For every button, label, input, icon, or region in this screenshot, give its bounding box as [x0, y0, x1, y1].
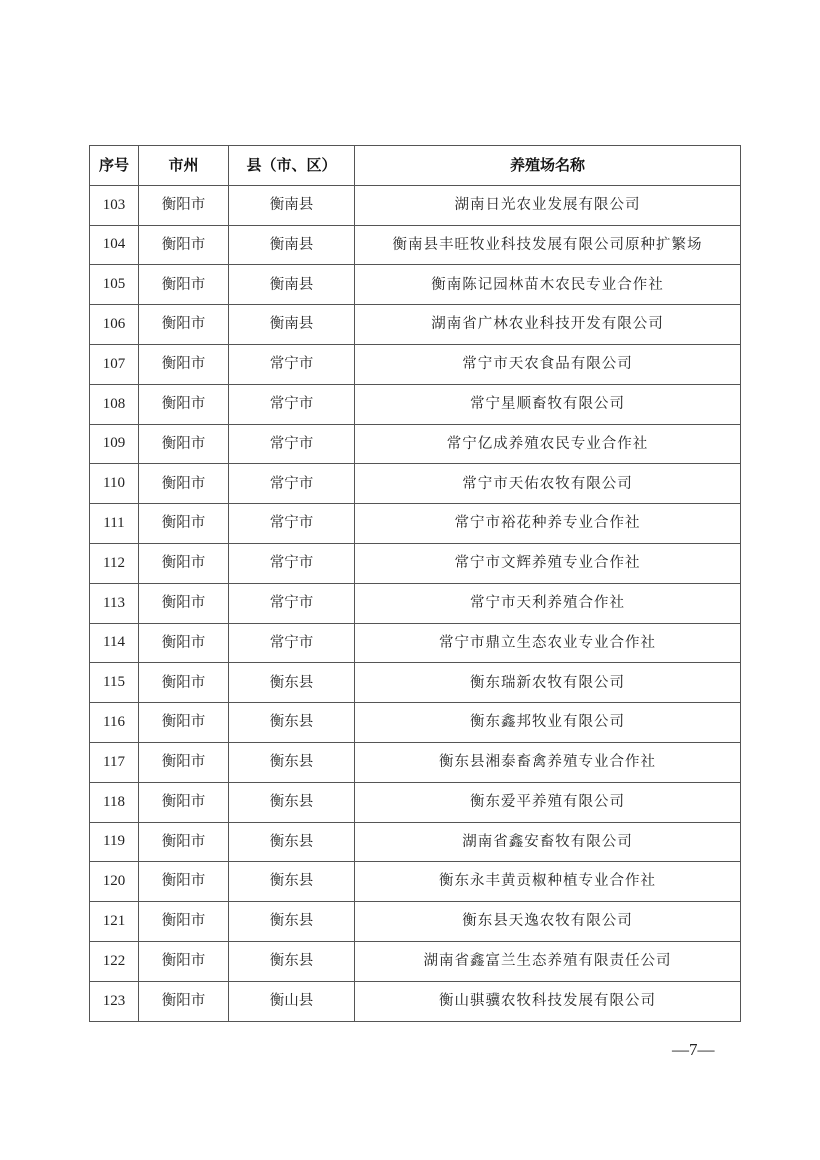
cell-farm-name: 衡东永丰黄贡椒种植专业合作社: [355, 862, 741, 902]
cell-city: 衡阳市: [139, 742, 229, 782]
cell-seq: 123: [90, 981, 139, 1021]
cell-farm-name: 常宁亿成养殖农民专业合作社: [355, 424, 741, 464]
cell-county: 常宁市: [229, 504, 355, 544]
cell-city: 衡阳市: [139, 504, 229, 544]
cell-seq: 109: [90, 424, 139, 464]
cell-seq: 110: [90, 464, 139, 504]
cell-county: 衡东县: [229, 782, 355, 822]
cell-seq: 113: [90, 583, 139, 623]
cell-seq: 103: [90, 185, 139, 225]
table-row: [90, 384, 741, 424]
table-row: [90, 941, 741, 981]
cell-seq: 107: [90, 344, 139, 384]
cell-county: 常宁市: [229, 543, 355, 583]
cell-county: 衡山县: [229, 981, 355, 1021]
cell-seq: 116: [90, 703, 139, 743]
table-row: [90, 902, 741, 942]
cell-county: 衡南县: [229, 265, 355, 305]
cell-farm-name: 衡东鑫邦牧业有限公司: [355, 703, 741, 743]
cell-farm-name: 常宁市裕花种养专业合作社: [355, 504, 741, 544]
cell-farm-name: 衡东瑞新农牧有限公司: [355, 663, 741, 703]
cell-seq: 112: [90, 543, 139, 583]
cell-city: 衡阳市: [139, 305, 229, 345]
cell-seq: 119: [90, 822, 139, 862]
cell-seq: 108: [90, 384, 139, 424]
table-row: [90, 504, 741, 544]
cell-city: 衡阳市: [139, 782, 229, 822]
cell-city: 衡阳市: [139, 862, 229, 902]
cell-farm-name: 常宁市天佑农牧有限公司: [355, 464, 741, 504]
table-row: [90, 623, 741, 663]
table-row: [90, 981, 741, 1021]
cell-seq: 118: [90, 782, 139, 822]
cell-city: 衡阳市: [139, 265, 229, 305]
table-row: [90, 782, 741, 822]
cell-seq: 106: [90, 305, 139, 345]
cell-seq: 120: [90, 862, 139, 902]
cell-county: 常宁市: [229, 583, 355, 623]
cell-farm-name: 常宁星顺畜牧有限公司: [355, 384, 741, 424]
cell-city: 衡阳市: [139, 663, 229, 703]
header-farm-name: 养殖场名称: [355, 146, 741, 186]
cell-county: 常宁市: [229, 623, 355, 663]
cell-seq: 117: [90, 742, 139, 782]
cell-county: 衡东县: [229, 703, 355, 743]
table-body: [90, 185, 741, 1021]
table-row: [90, 822, 741, 862]
farm-list-table: [89, 145, 741, 1022]
cell-city: 衡阳市: [139, 981, 229, 1021]
table-row: [90, 464, 741, 504]
cell-county: 衡东县: [229, 862, 355, 902]
cell-county: 衡东县: [229, 742, 355, 782]
cell-city: 衡阳市: [139, 583, 229, 623]
table-row: [90, 543, 741, 583]
cell-farm-name: 常宁市天利养殖合作社: [355, 583, 741, 623]
cell-county: 衡南县: [229, 305, 355, 345]
table-row: [90, 742, 741, 782]
cell-county: 衡南县: [229, 185, 355, 225]
cell-farm-name: 衡南陈记园林苗木农民专业合作社: [355, 265, 741, 305]
cell-city: 衡阳市: [139, 225, 229, 265]
cell-farm-name: 衡东县天逸农牧有限公司: [355, 902, 741, 942]
cell-farm-name: 衡山骐骥农牧科技发展有限公司: [355, 981, 741, 1021]
cell-county: 常宁市: [229, 424, 355, 464]
table-row: [90, 225, 741, 265]
table-header-row: [90, 146, 741, 186]
cell-county: 常宁市: [229, 464, 355, 504]
cell-city: 衡阳市: [139, 424, 229, 464]
cell-seq: 105: [90, 265, 139, 305]
cell-county: 衡东县: [229, 663, 355, 703]
cell-city: 衡阳市: [139, 344, 229, 384]
header-county: 县（市、区）: [229, 146, 355, 186]
cell-farm-name: 湖南省鑫富兰生态养殖有限责任公司: [355, 941, 741, 981]
table-row: [90, 344, 741, 384]
cell-city: 衡阳市: [139, 703, 229, 743]
cell-county: 衡南县: [229, 225, 355, 265]
cell-seq: 111: [90, 504, 139, 544]
cell-farm-name: 常宁市文辉养殖专业合作社: [355, 543, 741, 583]
cell-county: 衡东县: [229, 822, 355, 862]
table-row: [90, 583, 741, 623]
cell-seq: 121: [90, 902, 139, 942]
header-city: 市州: [139, 146, 229, 186]
cell-farm-name: 湖南日光农业发展有限公司: [355, 185, 741, 225]
table-row: [90, 862, 741, 902]
cell-seq: 114: [90, 623, 139, 663]
cell-farm-name: 衡东县湘泰畜禽养殖专业合作社: [355, 742, 741, 782]
table-row: [90, 185, 741, 225]
table-row: [90, 424, 741, 464]
cell-seq: 115: [90, 663, 139, 703]
cell-farm-name: 衡东爱平养殖有限公司: [355, 782, 741, 822]
table-row: [90, 663, 741, 703]
cell-city: 衡阳市: [139, 941, 229, 981]
cell-farm-name: 常宁市天农食品有限公司: [355, 344, 741, 384]
cell-farm-name: 湖南省广林农业科技开发有限公司: [355, 305, 741, 345]
table-row: [90, 703, 741, 743]
cell-county: 常宁市: [229, 384, 355, 424]
page-number: —7—: [672, 1040, 715, 1059]
cell-farm-name: 衡南县丰旺牧业科技发展有限公司原种扩繁场: [355, 225, 741, 265]
cell-city: 衡阳市: [139, 185, 229, 225]
cell-city: 衡阳市: [139, 464, 229, 504]
cell-city: 衡阳市: [139, 902, 229, 942]
cell-city: 衡阳市: [139, 822, 229, 862]
cell-city: 衡阳市: [139, 623, 229, 663]
cell-county: 衡东县: [229, 941, 355, 981]
table-row: [90, 265, 741, 305]
cell-farm-name: 湖南省鑫安畜牧有限公司: [355, 822, 741, 862]
cell-county: 衡东县: [229, 902, 355, 942]
table-row: [90, 305, 741, 345]
cell-city: 衡阳市: [139, 384, 229, 424]
cell-seq: 104: [90, 225, 139, 265]
cell-farm-name: 常宁市鼎立生态农业专业合作社: [355, 623, 741, 663]
cell-seq: 122: [90, 941, 139, 981]
cell-city: 衡阳市: [139, 543, 229, 583]
header-seq: 序号: [90, 146, 139, 186]
cell-county: 常宁市: [229, 344, 355, 384]
